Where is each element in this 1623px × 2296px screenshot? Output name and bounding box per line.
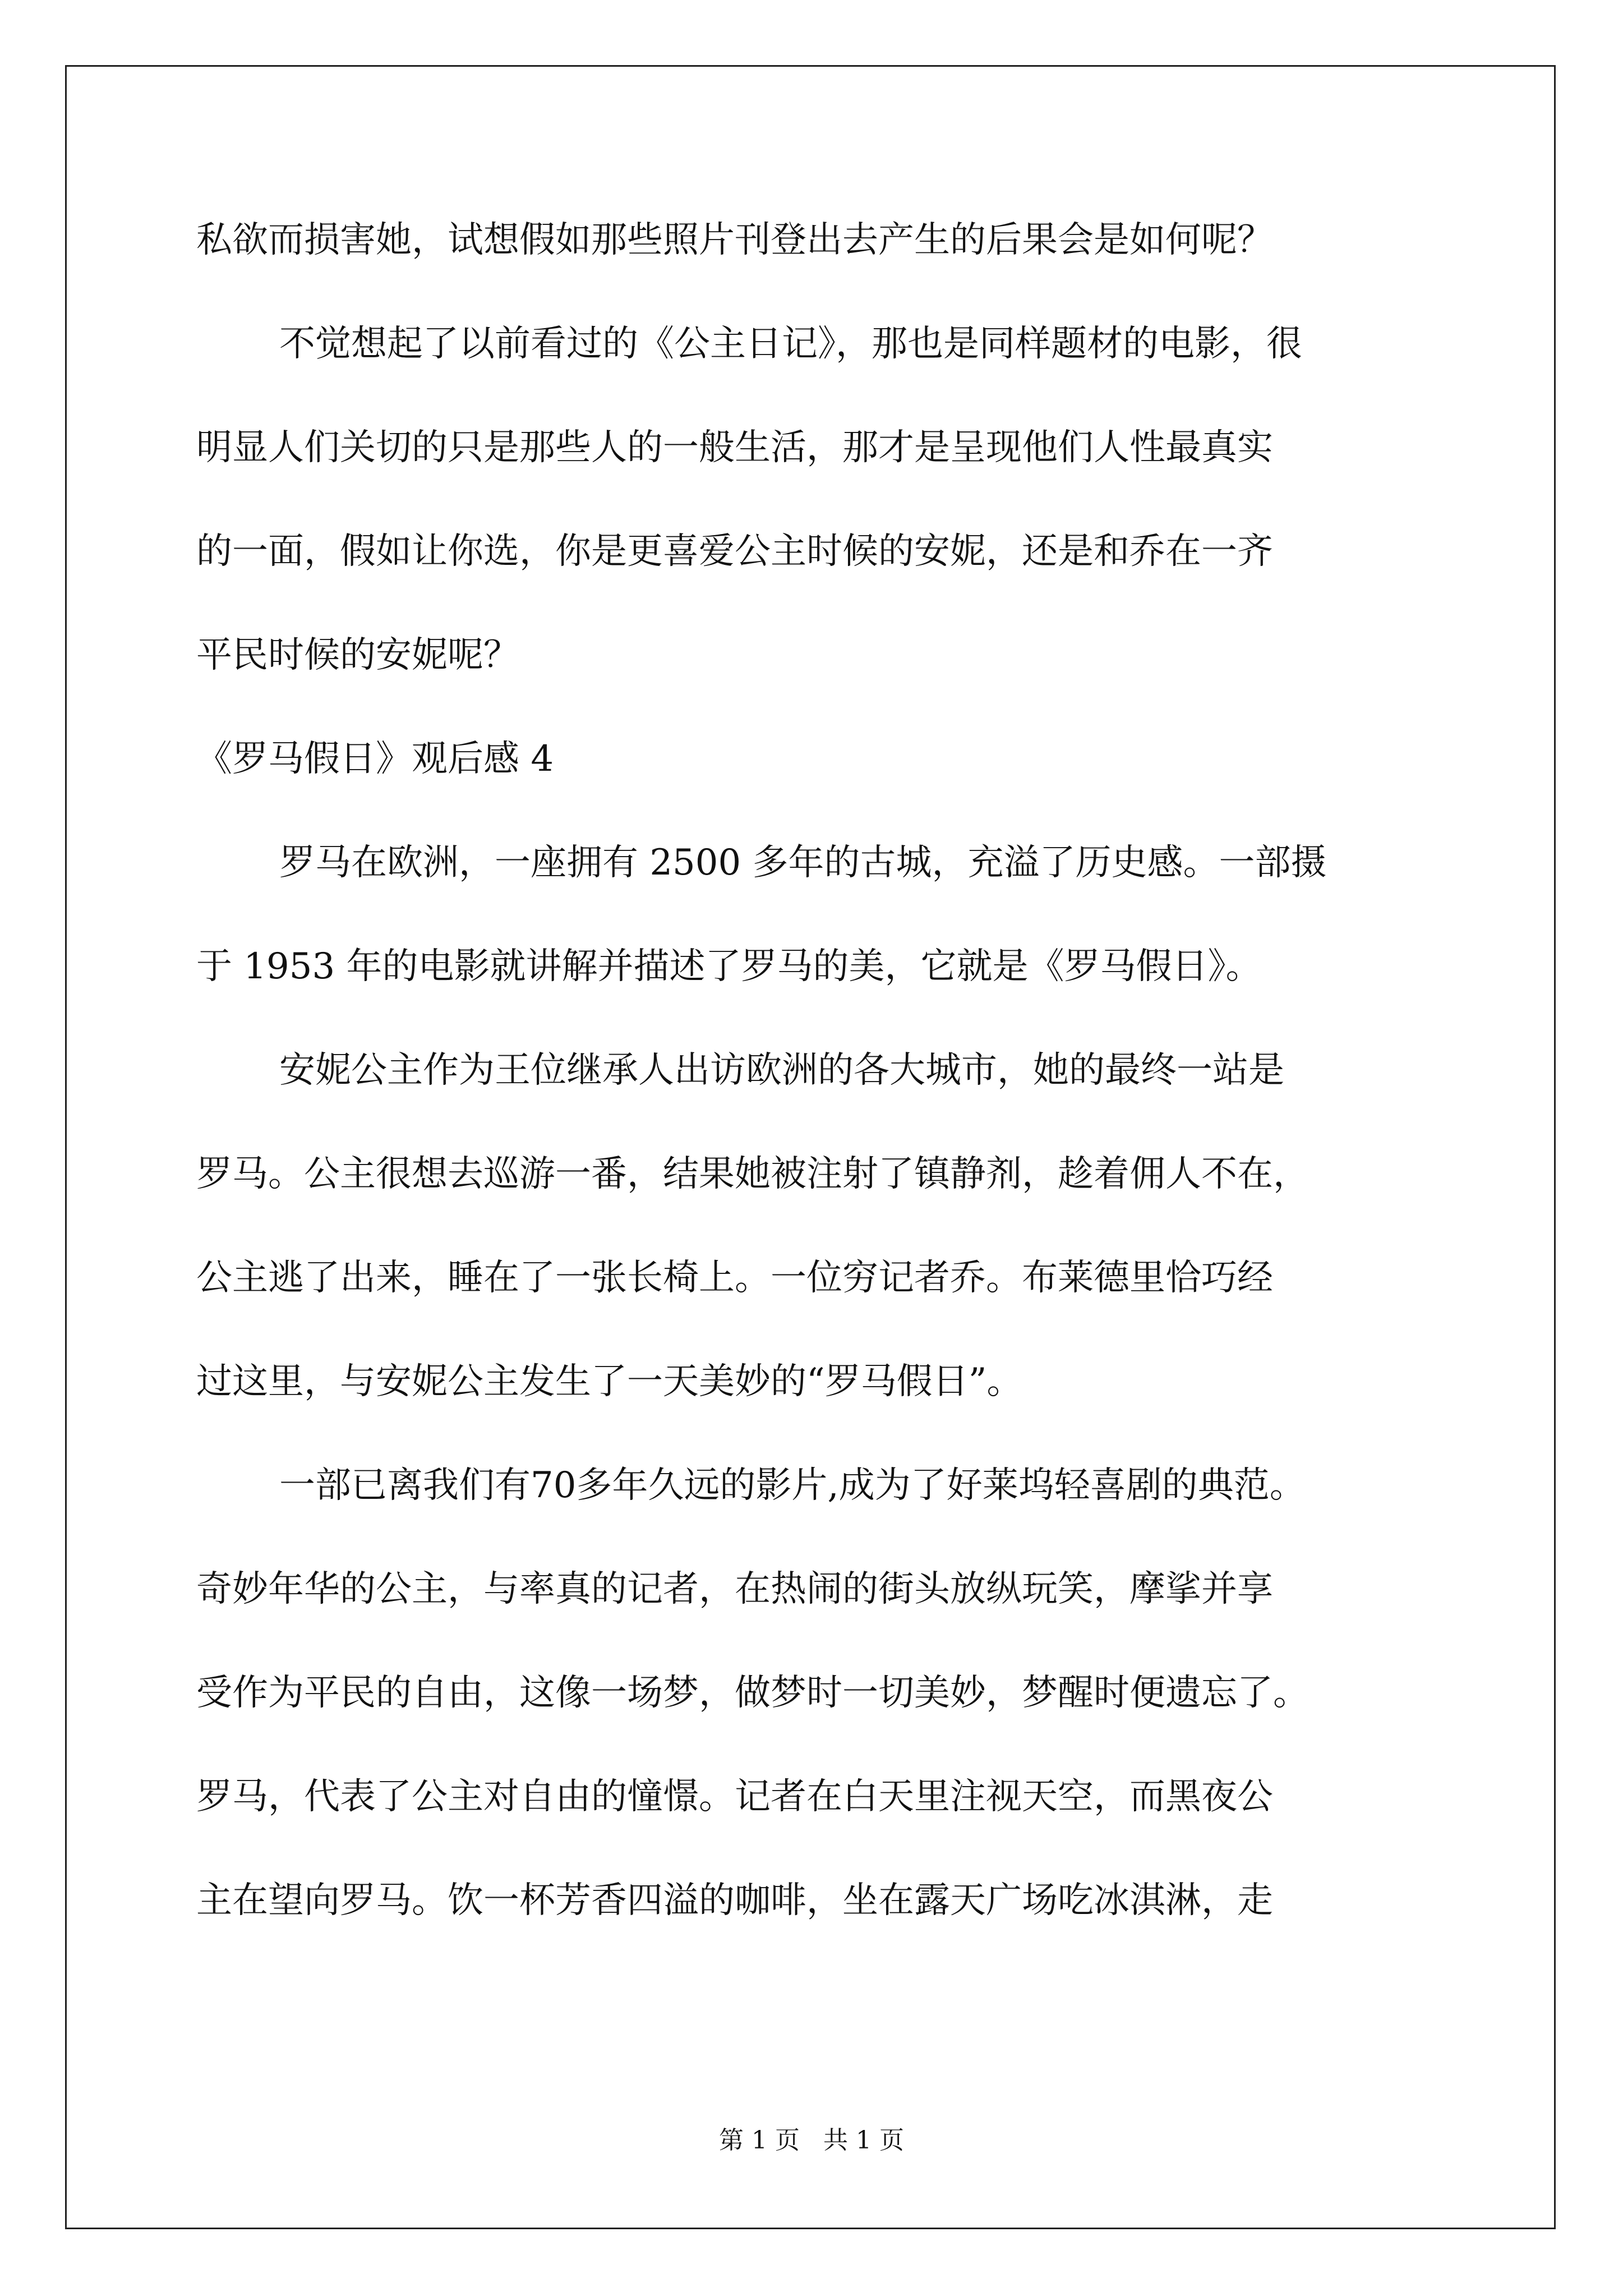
text-line: 的一面，假如让你选，你是更喜爱公主时候的安妮，还是和乔在一齐 [196, 531, 1273, 572]
text-line: 私欲而损害她，试想假如那些照片刊登出去产生的后果会是如何呢？ [196, 219, 1273, 261]
text-line: 平民时候的安妮呢？ [196, 634, 519, 676]
text-line: 明显人们关切的只是那些人的一般生活，那才是呈现他们人性最真实 [196, 427, 1273, 468]
paragraph-line: 罗马在欧洲，一座拥有 2500 多年的古城，充溢了历史感。一部摄 [279, 842, 1327, 884]
paragraph-line: 不觉想起了以前看过的《公主日记》，那也是同样题材的电影，很 [279, 323, 1302, 365]
page-number-footer: 第 1 页 共 1 页 [719, 2126, 904, 2155]
text-line: 罗马，代表了公主对自由的憧憬。记者在白天里注视天空，而黑夜公 [196, 1776, 1273, 1818]
text-line: 过这里，与安妮公主发生了一天美妙的“罗马假日”。 [196, 1361, 1023, 1402]
text-line: 公主逃了出来，睡在了一张长椅上。一位穷记者乔。布莱德里恰巧经 [196, 1257, 1273, 1299]
paragraph-line: 一部已离我们有70多年久远的影片,成为了好莱坞轻喜剧的典范。 [279, 1465, 1306, 1506]
paragraph-line: 安妮公主作为王位继承人出访欧洲的各大城市，她的最终一站是 [279, 1050, 1284, 1091]
text-line: 罗马。公主很想去巡游一番，结果她被注射了镇静剂，趁着佣人不在， [196, 1153, 1309, 1195]
text-line: 主在望向罗马。饮一杯芳香四溢的咖啡，坐在露天广场吃冰淇淋，走 [196, 1880, 1273, 1921]
section-heading: 《罗马假日》观后感 4 [196, 738, 554, 780]
text-line: 奇妙年华的公主，与率真的记者，在热闹的街头放纵玩笑，摩挲并享 [196, 1568, 1273, 1610]
text-line: 受作为平民的自由，这像一场梦，做梦时一切美妙，梦醒时便遗忘了。 [196, 1672, 1309, 1714]
text-line: 于 1953 年的电影就讲解并描述了罗马的美，它就是《罗马假日》。 [196, 946, 1262, 987]
